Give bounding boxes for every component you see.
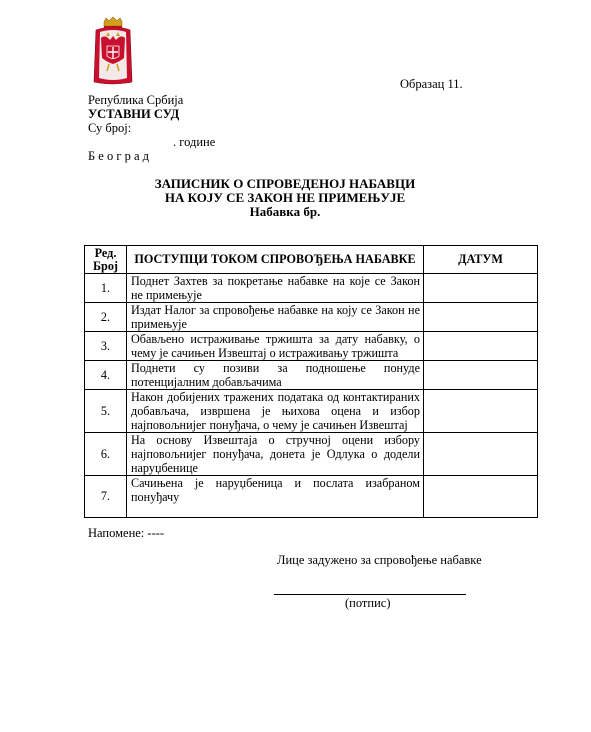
table-row — [85, 361, 538, 390]
table-row — [85, 476, 538, 518]
document-title-line2: НА КОЈУ СЕ ЗАКОН НЕ ПРИМЕЊУЈЕ — [164, 190, 406, 205]
court-name: УСТАВНИ СУД — [88, 107, 180, 121]
row-date — [424, 390, 538, 433]
column-header-number-line2: Број — [93, 258, 118, 273]
row-date — [424, 361, 538, 390]
coat-of-arms-icon — [92, 16, 134, 86]
table-row — [85, 433, 538, 476]
row-date — [424, 476, 538, 518]
row-procedure: На основу Извештаја о стручној оцени избору најповољнијег понуђача, донета је Одлука о додели наруџбенице — [127, 433, 424, 476]
column-header-procedures: ПОСТУПЦИ ТОКОМ СПРОВОЂЕЊА НАБАВКЕ — [127, 246, 424, 274]
row-procedure: Издат Налог за спровођење набавке на коју се Закон не примењује — [127, 303, 424, 332]
procedures-table — [84, 245, 538, 518]
city-name: Б е о г р а д — [88, 149, 150, 163]
year-label: . године — [173, 135, 216, 149]
row-date — [424, 332, 538, 361]
document-title-line1: ЗАПИСНИК О СПРОВЕДЕНОЈ НАБАВЦИ — [154, 176, 416, 191]
country-name: Република Србија — [88, 93, 184, 107]
column-header-date: ДАТУМ — [424, 246, 538, 274]
row-procedure: Обављено истраживање тржишта за дату набавку, о чему је сачињен Извештај о истраживању тржишта — [127, 332, 424, 361]
table-row — [85, 332, 538, 361]
table-row — [85, 274, 538, 303]
row-date — [424, 274, 538, 303]
row-procedure: Сачињена је наруџбеница и послата изабраном понуђачу — [127, 476, 424, 518]
row-number: 7. — [85, 476, 127, 518]
column-header-number — [85, 246, 127, 274]
row-number: 6. — [85, 433, 127, 476]
row-date — [424, 303, 538, 332]
signature-label: Лице задужено за спровођење набавке — [277, 553, 482, 567]
row-number: 2. — [85, 303, 127, 332]
row-procedure: Поднети су позиви за подношење понуде потенцијалним добављачима — [127, 361, 424, 390]
row-number: 5. — [85, 390, 127, 433]
column-header-number-line1: Ред. — [94, 245, 117, 260]
case-number-label: Су број: — [88, 121, 132, 135]
form-number: Образац 11. — [400, 77, 463, 91]
notes-text: Напомене: ---- — [88, 526, 165, 540]
row-date — [424, 433, 538, 476]
row-procedure: Након добијених тражених података од контактираних добављача, извршена је њихова оцена и избор најповољнијег понуђача, о чему је сачињен Извештај — [127, 390, 424, 433]
signature-line — [274, 594, 466, 595]
row-number: 1. — [85, 274, 127, 303]
signature-caption: (потпис) — [345, 596, 391, 610]
row-number: 4. — [85, 361, 127, 390]
table-row — [85, 303, 538, 332]
row-procedure: Поднет Захтев за покретање набавке на које се Закон не примењује — [127, 274, 424, 303]
table-header-row — [85, 246, 538, 274]
table-row — [85, 390, 538, 433]
row-number: 3. — [85, 332, 127, 361]
procurement-number-label: Набавка бр. — [249, 204, 321, 219]
